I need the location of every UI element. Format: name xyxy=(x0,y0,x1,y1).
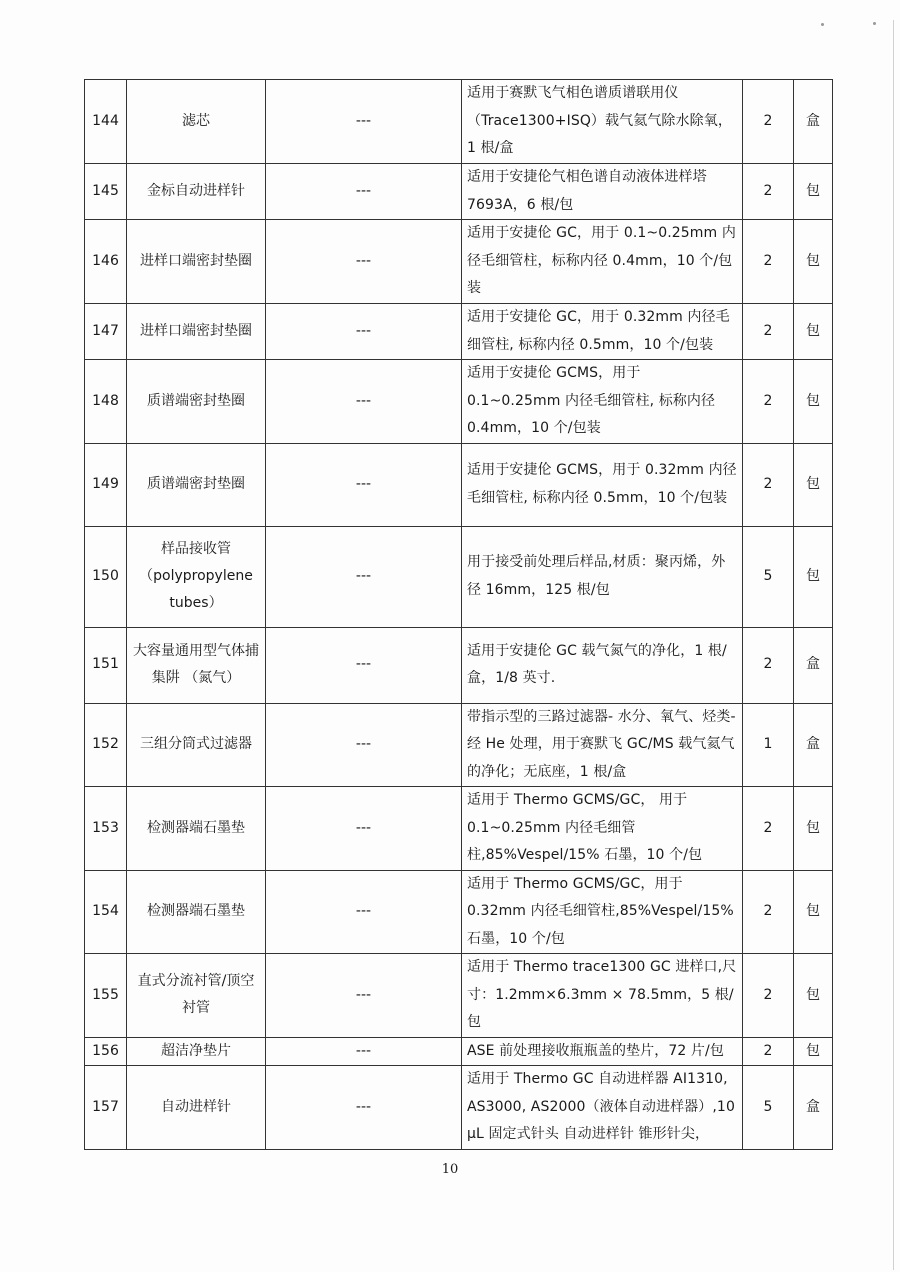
item-name: 自动进样针 xyxy=(127,1066,266,1150)
item-spec: 适用于安捷伦 GC，用于 0.1~0.25mm 内径毛细管柱，标称内径 0.4mm，10 个/包装 xyxy=(462,220,743,304)
item-unit: 包 xyxy=(794,1037,833,1066)
item-quantity: 2 xyxy=(743,870,794,954)
item-name: 质谱端密封垫圈 xyxy=(127,443,266,526)
item-name: 滤芯 xyxy=(127,80,266,164)
item-unit: 包 xyxy=(794,164,833,220)
item-quantity: 2 xyxy=(743,1037,794,1066)
table-body xyxy=(85,80,833,1150)
item-brand: --- xyxy=(266,870,462,954)
item-quantity: 2 xyxy=(743,80,794,164)
item-number: 145 xyxy=(85,164,127,220)
item-brand: --- xyxy=(266,220,462,304)
item-unit: 包 xyxy=(794,954,833,1038)
item-spec: 带指示型的三路过滤器- 水分、氧气、烃类- 经 He 处理，用于赛默飞 GC/MS 载气氦气的净化；无底座，1 根/盒 xyxy=(462,703,743,787)
item-unit: 盒 xyxy=(794,703,833,787)
item-name: 直式分流衬管/顶空衬管 xyxy=(127,954,266,1038)
item-quantity: 2 xyxy=(743,954,794,1038)
item-number: 153 xyxy=(85,787,127,871)
item-name: 检测器端石墨垫 xyxy=(127,787,266,871)
item-spec: 适用于 Thermo GCMS/GC，用于 0.32mm 内径毛细管柱,85%Vespel/15% 石墨，10 个/包 xyxy=(462,870,743,954)
scan-speck xyxy=(873,22,876,25)
page-number: 10 xyxy=(441,1162,459,1177)
item-spec: 适用于安捷伦气相色谱自动液体进样塔 7693A，6 根/包 xyxy=(462,164,743,220)
table-row xyxy=(85,703,833,787)
item-number: 157 xyxy=(85,1066,127,1150)
item-unit: 盒 xyxy=(794,1066,833,1150)
item-name: 进样口端密封垫圈 xyxy=(127,220,266,304)
item-brand: --- xyxy=(266,80,462,164)
item-number: 155 xyxy=(85,954,127,1038)
item-spec: 适用于赛默飞气相色谱质谱联用仪（Trace1300+ISQ）载气氦气除水除氧，1 根/盒 xyxy=(462,80,743,164)
table-row xyxy=(85,627,833,703)
item-unit: 盒 xyxy=(794,80,833,164)
item-number: 147 xyxy=(85,304,127,360)
item-unit: 包 xyxy=(794,220,833,304)
item-name: 进样口端密封垫圈 xyxy=(127,304,266,360)
item-number: 149 xyxy=(85,443,127,526)
item-unit: 包 xyxy=(794,443,833,526)
item-unit: 包 xyxy=(794,304,833,360)
item-brand: --- xyxy=(266,443,462,526)
item-number: 151 xyxy=(85,627,127,703)
item-number: 150 xyxy=(85,526,127,627)
item-quantity: 2 xyxy=(743,304,794,360)
item-brand: --- xyxy=(266,360,462,444)
item-quantity: 2 xyxy=(743,220,794,304)
table-row xyxy=(85,220,833,304)
table-row xyxy=(85,80,833,164)
item-number: 148 xyxy=(85,360,127,444)
item-brand: --- xyxy=(266,627,462,703)
table-row xyxy=(85,870,833,954)
item-quantity: 1 xyxy=(743,703,794,787)
item-quantity: 2 xyxy=(743,360,794,444)
item-quantity: 5 xyxy=(743,1066,794,1150)
consumables-table xyxy=(84,79,833,1150)
item-name: 超洁净垫片 xyxy=(127,1037,266,1066)
item-brand: --- xyxy=(266,1066,462,1150)
table-row xyxy=(85,1066,833,1150)
item-brand: --- xyxy=(266,703,462,787)
item-spec: 适用于安捷伦 GC，用于 0.32mm 内径毛细管柱, 标称内径 0.5mm，10 个/包装 xyxy=(462,304,743,360)
item-spec: 适用于安捷伦 GCMS，用于 0.32mm 内径毛细管柱, 标称内径 0.5mm，10 个/包装 xyxy=(462,443,743,526)
item-spec: ASE 前处理接收瓶瓶盖的垫片，72 片/包 xyxy=(462,1037,743,1066)
item-brand: --- xyxy=(266,1037,462,1066)
item-number: 146 xyxy=(85,220,127,304)
table-row xyxy=(85,443,833,526)
item-quantity: 2 xyxy=(743,787,794,871)
item-unit: 包 xyxy=(794,526,833,627)
item-quantity: 2 xyxy=(743,164,794,220)
item-brand: --- xyxy=(266,787,462,871)
table-row xyxy=(85,526,833,627)
table-row xyxy=(85,304,833,360)
scan-edge-line xyxy=(893,20,894,1270)
table-row xyxy=(85,787,833,871)
item-unit: 包 xyxy=(794,870,833,954)
table-row xyxy=(85,164,833,220)
item-brand: --- xyxy=(266,954,462,1038)
item-spec: 适用于 Thermo trace1300 GC 进样口,尺寸：1.2mm×6.3mm × 78.5mm，5 根/包 xyxy=(462,954,743,1038)
item-spec: 适用于安捷伦 GCMS，用于 0.1~0.25mm 内径毛细管柱, 标称内径 0.4mm，10 个/包装 xyxy=(462,360,743,444)
item-name: 金标自动进样针 xyxy=(127,164,266,220)
item-brand: --- xyxy=(266,164,462,220)
item-quantity: 2 xyxy=(743,443,794,526)
item-name: 检测器端石墨垫 xyxy=(127,870,266,954)
table-row xyxy=(85,360,833,444)
table-row xyxy=(85,954,833,1038)
item-spec: 适用于安捷伦 GC 载气氮气的净化，1 根/盒，1/8 英寸. xyxy=(462,627,743,703)
table-row xyxy=(85,1037,833,1066)
item-spec: 适用于 Thermo GCMS/GC， 用于 0.1~0.25mm 内径毛细管柱,85%Vespel/15% 石墨，10 个/包 xyxy=(462,787,743,871)
item-number: 156 xyxy=(85,1037,127,1066)
item-name: 三组分筒式过滤器 xyxy=(127,703,266,787)
item-spec: 适用于 Thermo GC 自动进样器 AI1310, AS3000, AS2000（液体自动进样器）,10 μL 固定式针头 自动进样针 锥形针尖， xyxy=(462,1066,743,1150)
item-brand: --- xyxy=(266,304,462,360)
item-unit: 包 xyxy=(794,787,833,871)
item-unit: 包 xyxy=(794,360,833,444)
item-quantity: 5 xyxy=(743,526,794,627)
item-unit: 盒 xyxy=(794,627,833,703)
scan-speck xyxy=(821,23,824,26)
item-spec: 用于接受前处理后样品,材质：聚丙烯，外径 16mm，125 根/包 xyxy=(462,526,743,627)
item-number: 154 xyxy=(85,870,127,954)
item-name: 大容量通用型气体捕集阱 （氮气） xyxy=(127,627,266,703)
item-name: 样品接收管（polypropylene tubes） xyxy=(127,526,266,627)
item-number: 152 xyxy=(85,703,127,787)
item-quantity: 2 xyxy=(743,627,794,703)
item-name: 质谱端密封垫圈 xyxy=(127,360,266,444)
item-brand: --- xyxy=(266,526,462,627)
item-number: 144 xyxy=(85,80,127,164)
